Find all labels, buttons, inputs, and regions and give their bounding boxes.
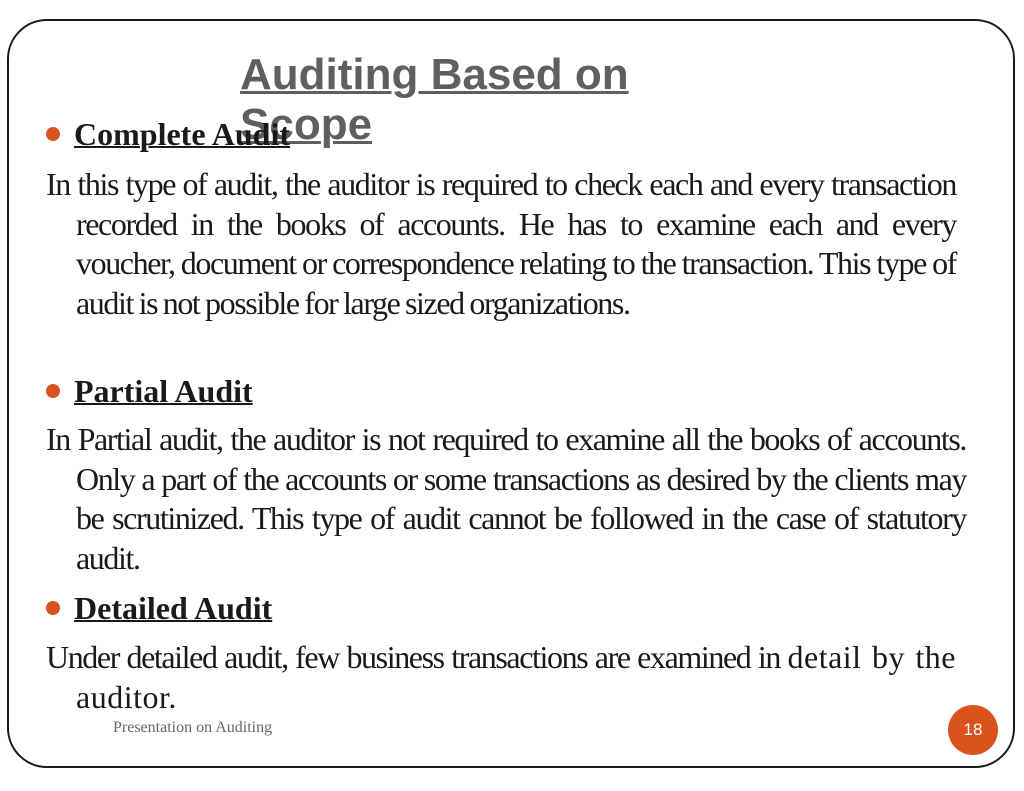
footer-text: Presentation on Auditing	[113, 719, 273, 736]
slide-title: Auditing Based on Scope	[240, 50, 629, 149]
page-number-badge: 18	[948, 705, 998, 755]
heading-label: Detailed Audit	[74, 590, 273, 626]
section-heading-partial-audit	[46, 373, 253, 409]
bullet-icon	[46, 127, 60, 141]
section-body-detailed-audit-text: Under detailed audit, few business transactions are examined in	[46, 639, 780, 675]
heading-label: Complete Audit	[74, 116, 290, 152]
section-body-detailed-audit-tail: detail by the auditor.	[76, 639, 956, 715]
section-heading-complete-audit	[46, 116, 290, 152]
section-body-partial-audit: In Partial audit, the auditor is not required to examine all the books of accounts. Only a part of the accounts or some transactions as desired by the clients may be scrutinized. This type of audit cannot be followed in the case of statutory audit.	[46, 421, 966, 576]
section-heading-detailed-audit	[46, 590, 272, 626]
bullet-icon	[46, 601, 60, 615]
heading-label: Partial Audit	[74, 373, 253, 409]
section-body-complete-audit: In this type of audit, the auditor is required to check each and every transaction recorded in the books of accounts. He has to examine each and every voucher, document or correspondence relating to the transaction. This type of audit is not possible for large sized organizations.	[46, 166, 956, 321]
bullet-icon	[46, 384, 60, 398]
section-body-detailed-audit	[46, 638, 956, 717]
